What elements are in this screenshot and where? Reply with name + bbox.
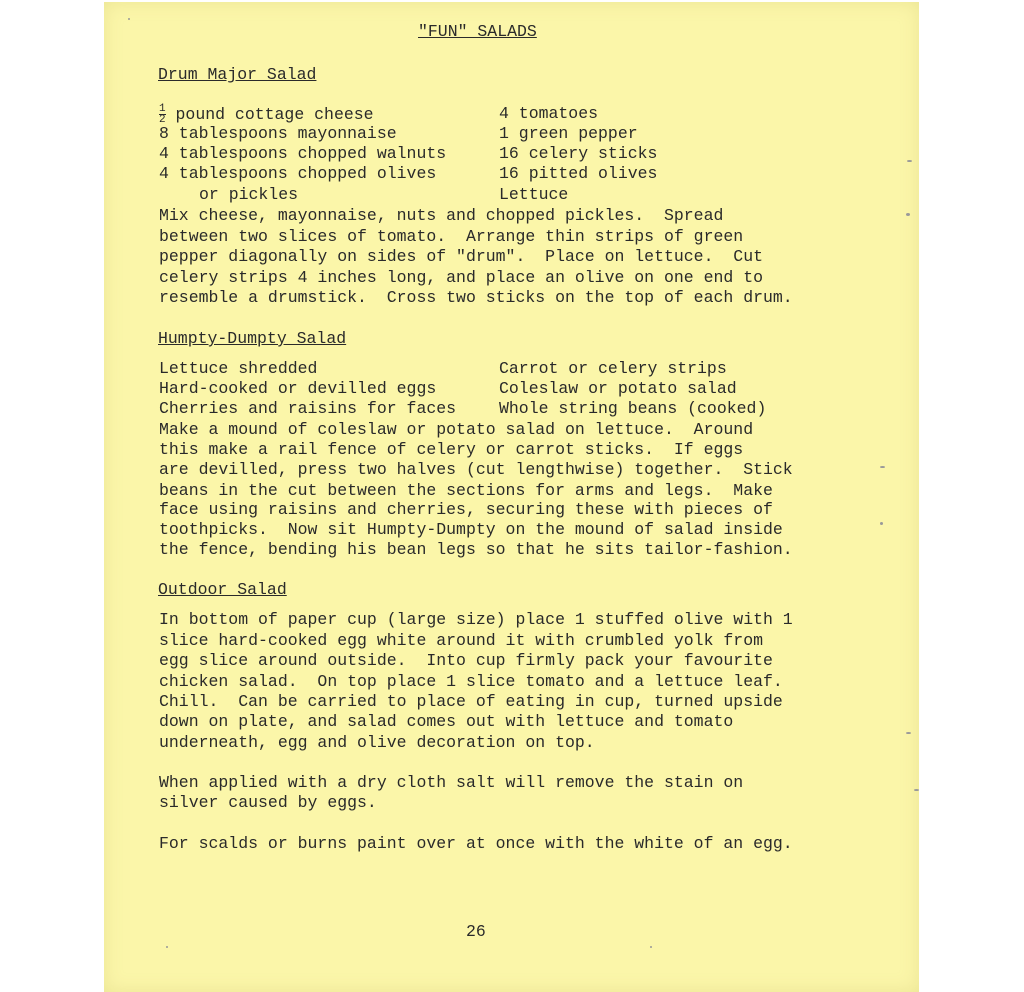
paper-speck [166, 946, 168, 948]
paper-speck [914, 789, 919, 791]
drum-major-ingredient-left: 4 tablespoons chopped walnuts [159, 144, 447, 163]
drum-major-directions-line: pepper diagonally on sides of "drum". Place on lettuce. Cut [159, 247, 763, 266]
paper-speck [907, 160, 912, 162]
paper-speck [880, 522, 883, 525]
outdoor-directions-line: egg slice around outside. Into cup firmly pack your favourite [159, 651, 773, 670]
paper-speck [880, 466, 885, 468]
outdoor-heading: Outdoor Salad [158, 580, 287, 599]
drum-major-ingredient-right: Lettuce [499, 185, 569, 204]
humpty-ingredient-left: Lettuce shredded [159, 359, 318, 378]
humpty-dumpty-heading: Humpty-Dumpty Salad [158, 329, 347, 348]
humpty-directions-line: this make a rail fence of celery or carrot sticks. If eggs [159, 440, 744, 459]
tip-line: For scalds or burns paint over at once with the white of an egg. [159, 834, 793, 853]
drum-major-directions-line: resemble a drumstick. Cross two sticks on the top of each drum. [159, 288, 793, 307]
paper-speck [650, 946, 652, 948]
drum-major-ingredient-right: 16 pitted olives [499, 164, 658, 183]
humpty-ingredient-left: Cherries and raisins for faces [159, 399, 457, 418]
drum-major-directions-line: between two slices of tomato. Arrange thin strips of green [159, 227, 744, 246]
page-title: "FUN" SALADS [418, 22, 537, 41]
tip-line: When applied with a dry cloth salt will remove the stain on [159, 773, 744, 792]
humpty-directions-line: beans in the cut between the sections for arms and legs. Make [159, 481, 773, 500]
humpty-ingredient-right: Carrot or celery strips [499, 359, 727, 378]
outdoor-directions-line: chicken salad. On top place 1 slice tomato and a lettuce leaf. [159, 672, 783, 691]
paper-speck [906, 732, 911, 734]
paper-speck [906, 213, 910, 216]
drum-major-ingredient-right: 1 green pepper [499, 124, 638, 143]
drum-major-heading: Drum Major Salad [158, 65, 317, 84]
outdoor-directions-line: down on plate, and salad comes out with lettuce and tomato [159, 712, 734, 731]
humpty-directions-line: are devilled, press two halves (cut lengthwise) together. Stick [159, 460, 793, 479]
drum-major-directions-line: Mix cheese, mayonnaise, nuts and chopped pickles. Spread [159, 206, 724, 225]
humpty-directions-line: toothpicks. Now sit Humpty-Dumpty on the mound of salad inside [159, 520, 783, 539]
humpty-ingredient-right: Coleslaw or potato salad [499, 379, 737, 398]
humpty-directions-line: the fence, bending his bean legs so that he sits tailor-fashion. [159, 540, 793, 559]
drum-major-ingredient-left: 4 tablespoons chopped olives [159, 164, 437, 183]
drum-major-directions-line: celery strips 4 inches long, and place an olive on one end to [159, 268, 763, 287]
drum-major-ingredient-right: 4 tomatoes [499, 104, 599, 123]
drum-major-ingredient-left: or pickles [199, 185, 299, 204]
drum-major-ingredient-right: 16 celery sticks [499, 144, 658, 163]
outdoor-directions-line: In bottom of paper cup (large size) place 1 stuffed olive with 1 [159, 610, 793, 629]
outdoor-directions-line: underneath, egg and olive decoration on top. [159, 733, 595, 752]
humpty-ingredient-left: Hard-cooked or devilled eggs [159, 379, 437, 398]
drum-major-ingredient-left: $\frac{1}{2}$ pound cottage cheese [159, 103, 374, 126]
drum-major-ingredient-left: 8 tablespoons mayonnaise [159, 124, 397, 143]
outdoor-directions-line: Chill. Can be carried to place of eating in cup, turned upside [159, 692, 783, 711]
paper-speck [128, 18, 130, 20]
humpty-directions-line: Make a mound of coleslaw or potato salad on lettuce. Around [159, 420, 754, 439]
page-number: 26 [466, 922, 486, 941]
humpty-directions-line: face using raisins and cherries, securing these with pieces of [159, 500, 773, 519]
tip-line: silver caused by eggs. [159, 793, 377, 812]
half-fraction: $\frac{1}{2}$ [159, 103, 166, 126]
outdoor-directions-line: slice hard-cooked egg white around it with crumbled yolk from [159, 631, 763, 650]
humpty-ingredient-right: Whole string beans (cooked) [499, 399, 767, 418]
